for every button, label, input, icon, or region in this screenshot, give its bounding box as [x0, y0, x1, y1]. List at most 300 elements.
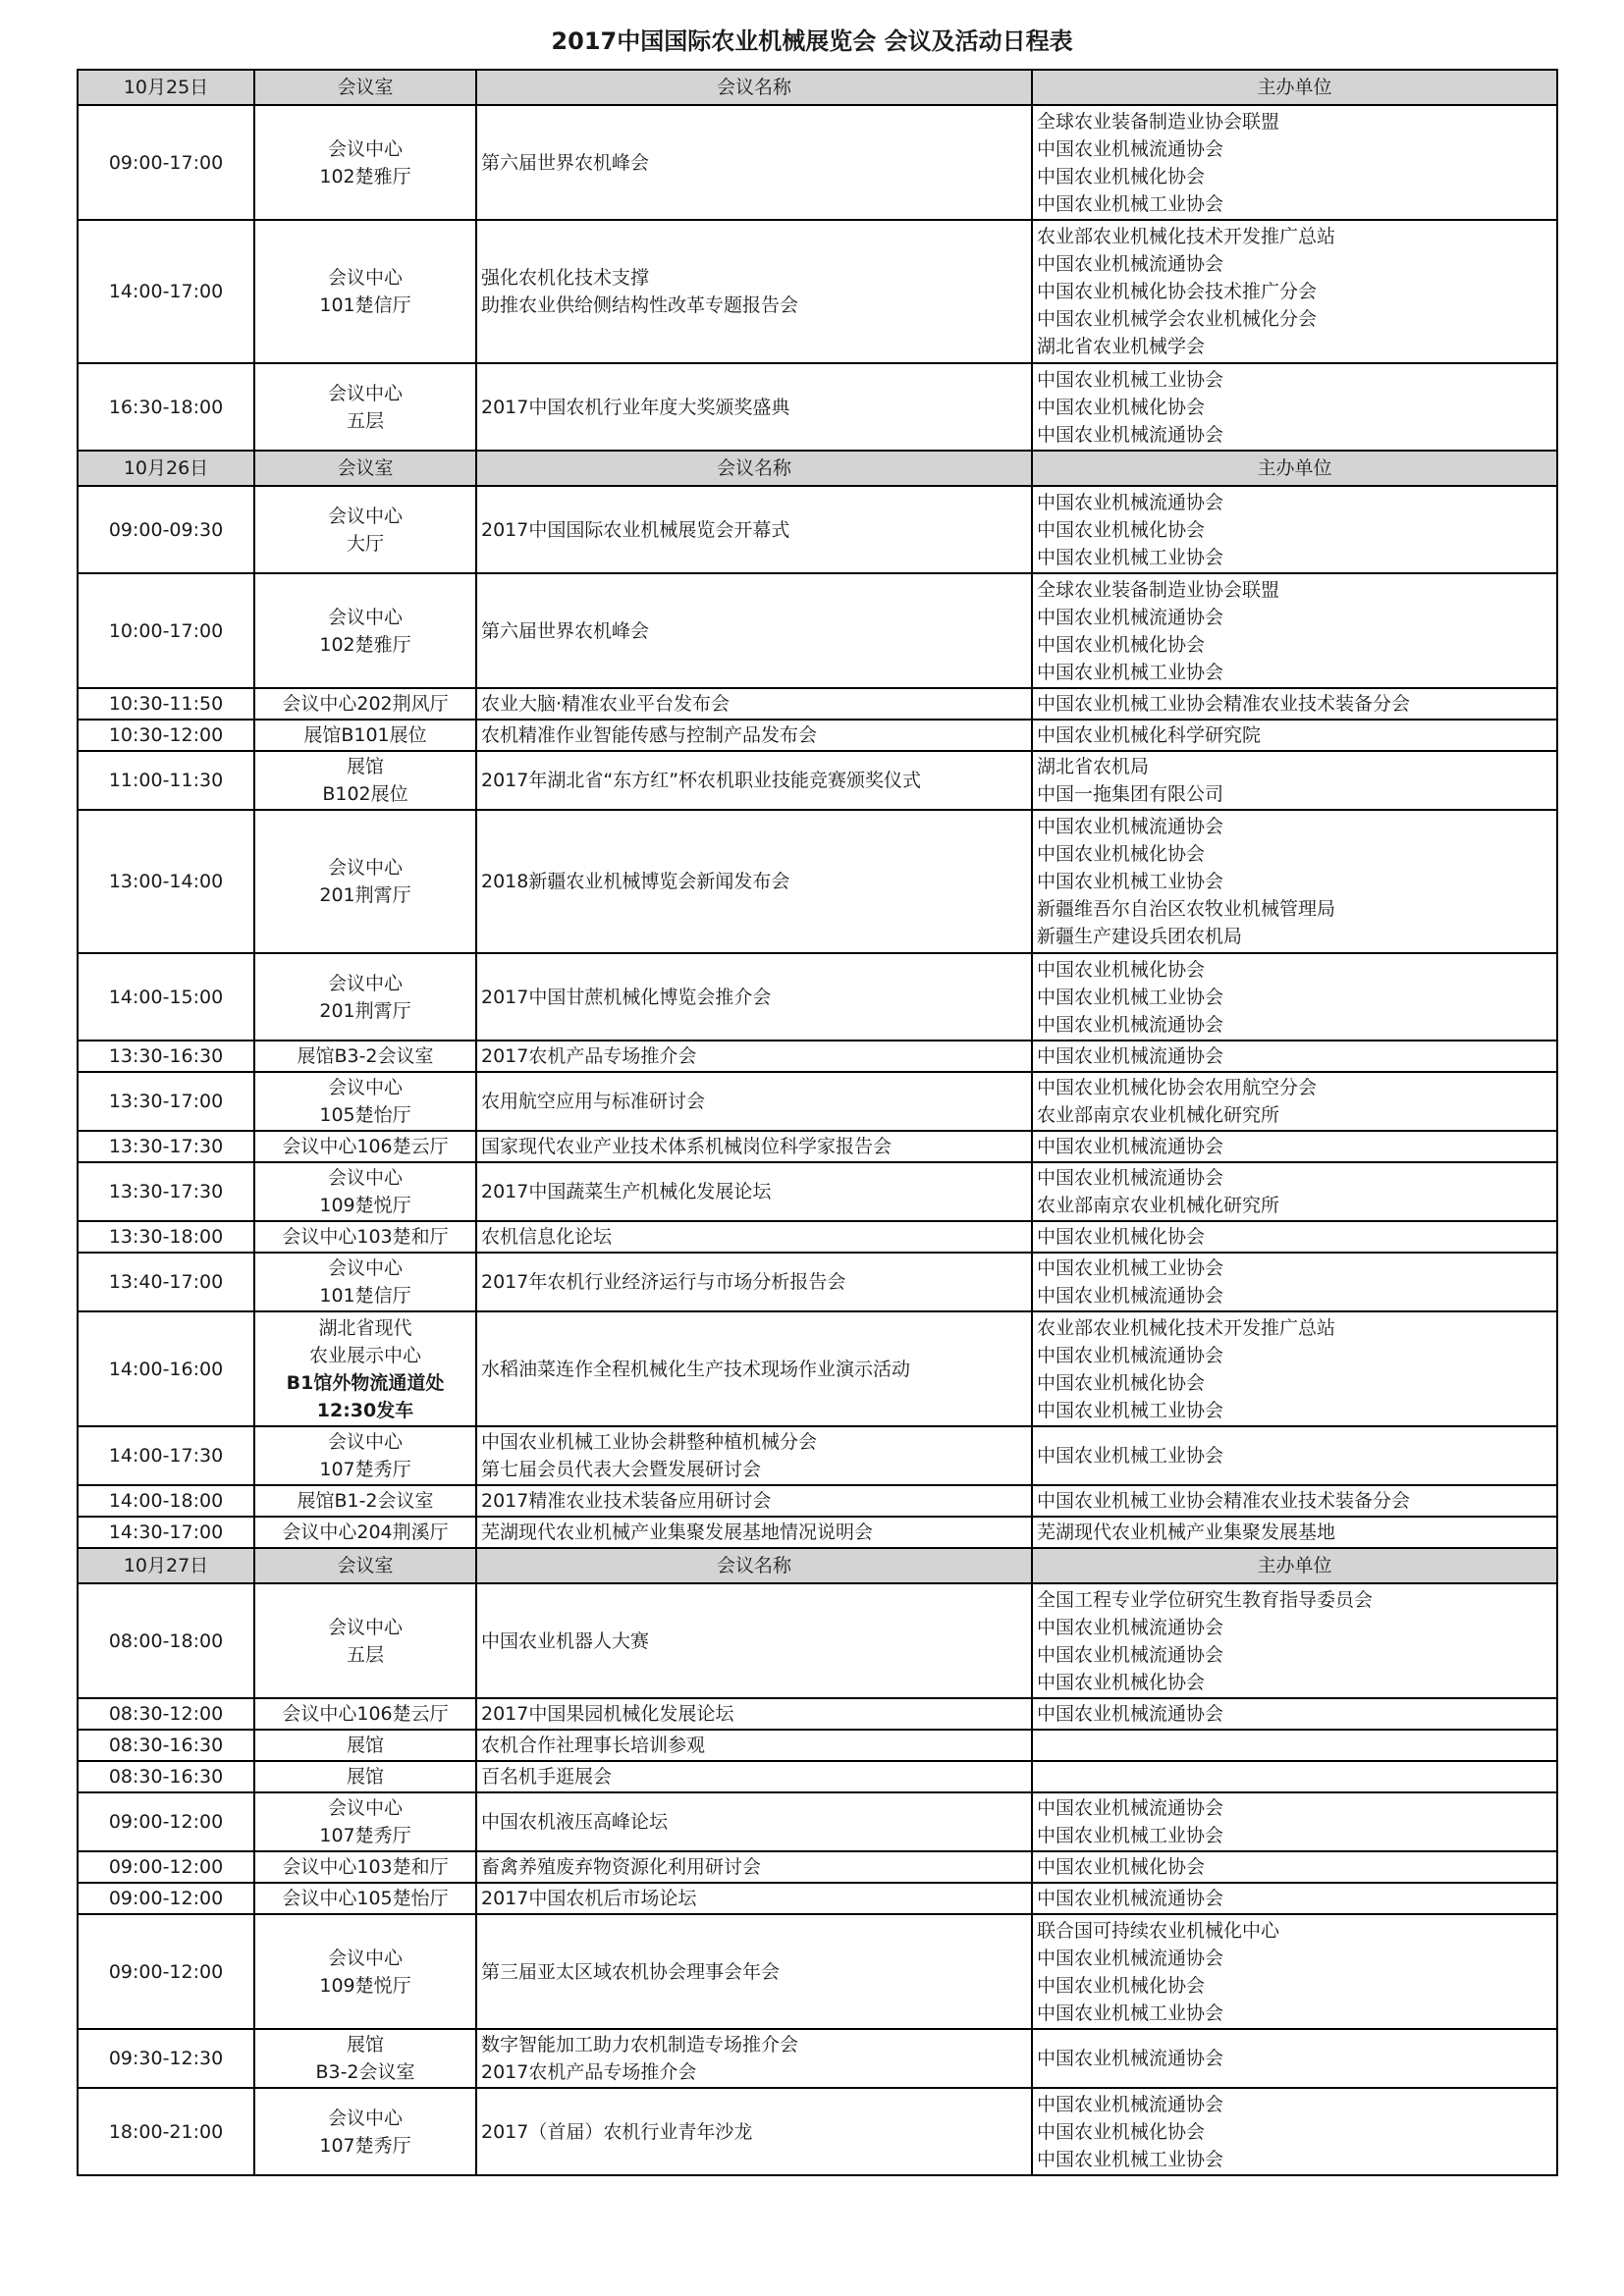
event-room-line: 102楚雅厅: [319, 633, 411, 656]
event-organizer: [1032, 1426, 1557, 1485]
event-room-line-bold: B1馆外物流通道处: [286, 1371, 445, 1394]
table-row: [78, 220, 1557, 363]
event-room-line: 107楚秀厅: [319, 1825, 411, 1846]
table-row: [78, 1426, 1557, 1485]
event-room-line: B102展位: [322, 783, 408, 805]
event-name-line: 2017精准农业技术装备应用研讨会: [481, 1490, 772, 1512]
event-name-line: 第六届世界农机峰会: [481, 151, 650, 174]
event-organizer: [1032, 105, 1557, 220]
event-time: [78, 688, 254, 720]
event-organizer: [1032, 810, 1557, 953]
table-row: [78, 1041, 1557, 1072]
day-header-row: [78, 1548, 1557, 1583]
event-name-line: 2017农机产品专场推介会: [481, 2061, 697, 2083]
event-room: [254, 1517, 476, 1548]
event-name-line: 百名机手逛展会: [481, 1766, 613, 1788]
event-room-line: 102楚雅厅: [319, 165, 411, 187]
table-row: [78, 105, 1557, 220]
event-organizer-line: 新疆生产建设兵团农机局: [1037, 926, 1243, 947]
event-organizer: [1032, 1485, 1557, 1517]
event-organizer: [1032, 1914, 1557, 2029]
event-name: [476, 1131, 1032, 1162]
event-organizer-line: 中国农业机械工业协会: [1037, 1399, 1224, 1421]
event-room: [254, 1131, 476, 1162]
event-room: [254, 1041, 476, 1072]
event-name-line: 国家现代农业产业技术体系机械岗位科学家报告会: [481, 1136, 893, 1157]
event-organizer-line: 中国农业机械工业协会: [1037, 1825, 1224, 1846]
event-time: [78, 1883, 254, 1914]
event-time: [78, 1311, 254, 1426]
event-room: [254, 363, 476, 451]
table-row: [78, 2029, 1557, 2088]
event-organizer-line: 中国农业机械化协会: [1037, 1371, 1206, 1394]
event-name: [476, 810, 1032, 953]
event-time-line: 14:00-16:00: [108, 1358, 224, 1380]
event-room-line: 会议中心: [327, 2107, 403, 2129]
event-room-line: 会议中心: [327, 1167, 403, 1189]
event-organizer-line: 中国农业机械流通协会: [1037, 1797, 1224, 1819]
event-room-line: 会议中心204荆溪厅: [282, 1522, 449, 1543]
event-name: [476, 1162, 1032, 1221]
event-organizer-line: 中国农业机械工业协会: [1037, 986, 1224, 1008]
event-room-line: 会议中心: [327, 1947, 403, 1969]
table-row: [78, 1072, 1557, 1131]
event-name: [476, 1883, 1032, 1914]
event-organizer-line: 中国农业机械化协会: [1037, 396, 1206, 418]
event-room-line: 展馆: [346, 2034, 384, 2056]
event-time: [78, 1221, 254, 1253]
event-name-line: 2017农机产品专场推介会: [481, 1045, 697, 1067]
table-row: [78, 1583, 1557, 1698]
event-time-line: 10:30-12:00: [108, 724, 224, 746]
table-row: [78, 1851, 1557, 1883]
event-organizer: [1032, 1583, 1557, 1698]
event-organizer-line: 中国农业机械化协会: [1037, 518, 1206, 541]
event-organizer: [1032, 220, 1557, 363]
event-name: [476, 688, 1032, 720]
event-time: [78, 1761, 254, 1792]
event-time: [78, 1162, 254, 1221]
event-time-line: 14:00-18:00: [108, 1490, 224, 1512]
event-room-line: 会议中心105楚怡厅: [282, 1888, 449, 1909]
event-organizer-line: 中国农业机械流通协会: [1037, 1285, 1224, 1307]
table-row: [78, 1131, 1557, 1162]
table-row: [78, 1311, 1557, 1426]
event-time-line: 09:00-12:00: [108, 1856, 224, 1878]
event-time-line: 08:30-16:30: [108, 1766, 224, 1788]
event-name-line: 2017中国蔬菜生产机械化发展论坛: [481, 1181, 772, 1202]
event-time-line: 13:30-17:30: [108, 1136, 224, 1157]
event-time: [78, 1583, 254, 1698]
event-name-line: 水稻油菜连作全程机械化生产技术现场作业演示活动: [481, 1358, 911, 1380]
event-room-line: 109楚悦厅: [319, 1195, 411, 1216]
event-room: [254, 486, 476, 573]
event-name-line: 芜湖现代农业机械产业集聚发展基地情况说明会: [481, 1522, 874, 1543]
event-organizer: [1032, 1698, 1557, 1730]
event-time: [78, 573, 254, 688]
event-name-line: 农机精准作业智能传感与控制产品发布会: [481, 724, 818, 746]
event-time: [78, 1698, 254, 1730]
event-room-line: 会议中心: [327, 382, 403, 404]
event-name-line: 2018新疆农业机械博览会新闻发布会: [481, 871, 790, 892]
event-room-line: 会议中心: [327, 972, 403, 994]
schedule-table: [77, 69, 1558, 2176]
event-name-line: 2017中国果园机械化发展论坛: [481, 1703, 734, 1725]
event-organizer: [1032, 573, 1557, 688]
event-time: [78, 1792, 254, 1851]
event-organizer-line: 中国农业机械化协会: [1037, 1974, 1206, 1997]
event-organizer-line: 中国农业机械化协会: [1037, 1671, 1206, 1693]
table-row: [78, 953, 1557, 1041]
event-organizer-line: 中国一拖集团有限公司: [1037, 783, 1224, 805]
event-organizer: [1032, 1761, 1557, 1792]
day-date: 10月27日: [78, 1548, 254, 1583]
event-name: [476, 1792, 1032, 1851]
event-time-line: 09:00-12:00: [108, 1888, 224, 1909]
event-organizer-line: 中国农业机械流通协会: [1037, 606, 1224, 628]
table-row: [78, 1730, 1557, 1761]
event-organizer: [1032, 1221, 1557, 1253]
table-row: [78, 1883, 1557, 1914]
event-room: [254, 220, 476, 363]
event-room-line: 会议中心202荆风厅: [282, 693, 449, 715]
event-room-line: 会议中心: [327, 1797, 403, 1819]
event-room-line: 105楚怡厅: [319, 1104, 411, 1126]
table-row: [78, 486, 1557, 573]
event-time-line: 10:00-17:00: [108, 619, 224, 642]
event-time-line: 11:00-11:30: [108, 770, 224, 791]
event-organizer-line: 全球农业装备制造业协会联盟: [1037, 578, 1280, 601]
table-row: [78, 363, 1557, 451]
event-room-line: 展馆B101展位: [303, 724, 427, 746]
event-time-line: 08:00-18:00: [108, 1629, 224, 1652]
event-organizer-line: 中国农业机械化协会: [1037, 1226, 1206, 1248]
event-organizer-line: 中国农业机械流通协会: [1037, 1703, 1224, 1725]
event-organizer-line: 中国农业机械工业协会: [1037, 1257, 1224, 1279]
event-name-line: 2017中国农机后市场论坛: [481, 1888, 697, 1909]
event-name-line: 第七届会员代表大会暨发展研讨会: [481, 1459, 762, 1480]
event-time-line: 14:00-17:30: [108, 1445, 224, 1467]
event-name: [476, 1041, 1032, 1072]
event-organizer: [1032, 1041, 1557, 1072]
header-room: 会议室: [254, 1548, 476, 1583]
event-room: [254, 1253, 476, 1311]
event-time: [78, 1072, 254, 1131]
event-room: [254, 1583, 476, 1698]
event-time: [78, 220, 254, 363]
day-header-row: [78, 451, 1557, 486]
header-name: 会议名称: [476, 1548, 1032, 1583]
header-org: 主办单位: [1032, 70, 1557, 105]
event-room-line: 会议中心: [327, 137, 403, 160]
event-room-line: 201荆霄厅: [319, 999, 411, 1022]
event-time: [78, 1914, 254, 2029]
day-header-row: [78, 70, 1557, 105]
event-organizer-line: 中国农业机械工业协会: [1037, 1445, 1224, 1467]
event-room: [254, 105, 476, 220]
event-organizer-line: 中国农业机械工业协会: [1037, 192, 1224, 215]
event-organizer-line: 湖北省农业机械学会: [1037, 336, 1206, 357]
event-organizer-line: 中国农业机械工业协会: [1037, 368, 1224, 391]
event-organizer: [1032, 1883, 1557, 1914]
event-room: [254, 1698, 476, 1730]
event-organizer-line: 中国农业机械流通协会: [1037, 491, 1224, 513]
event-room-line: 会议中心: [327, 267, 403, 289]
event-room-line: 109楚悦厅: [319, 1974, 411, 1997]
event-room-line: 五层: [346, 409, 384, 432]
event-organizer: [1032, 1517, 1557, 1548]
table-row: [78, 751, 1557, 810]
event-room: [254, 1162, 476, 1221]
event-name-line: 2017年农机行业经济运行与市场分析报告会: [481, 1271, 846, 1293]
event-organizer-line: 中国农业机械化协会: [1037, 843, 1206, 865]
event-organizer-line: 中国农业机械流通协会: [1037, 2093, 1224, 2115]
event-room-line-bold: 12:30发车: [316, 1399, 414, 1421]
event-room-line: 107楚秀厅: [319, 1459, 411, 1480]
event-time-line: 09:00-09:30: [108, 518, 224, 541]
event-time: [78, 751, 254, 810]
event-organizer-line: 中国农业机械化协会: [1037, 1856, 1206, 1878]
event-organizer-line: 中国农业机械流通协会: [1037, 1167, 1224, 1189]
event-time: [78, 1041, 254, 1072]
event-time-line: 09:00-17:00: [108, 151, 224, 174]
event-time: [78, 2029, 254, 2088]
event-room-line: 201荆霄厅: [319, 884, 411, 906]
event-name-line: 农用航空应用与标准研讨会: [481, 1091, 706, 1112]
event-room: [254, 2029, 476, 2088]
event-organizer-line: 中国农业机械化协会农用航空分会: [1037, 1077, 1318, 1098]
event-room-line: 101楚信厅: [319, 1285, 411, 1307]
event-time-line: 13:30-16:30: [108, 1045, 224, 1067]
event-organizer: [1032, 953, 1557, 1041]
event-time-line: 09:00-12:00: [108, 1811, 224, 1833]
event-room: [254, 1792, 476, 1851]
event-room-line: 会议中心106楚云厅: [282, 1136, 449, 1157]
event-organizer: [1032, 2029, 1557, 2088]
event-organizer-line: 农业部农业机械化技术开发推广总站: [1037, 226, 1336, 247]
table-row: [78, 2088, 1557, 2175]
event-organizer-line: 新疆维吾尔自治区农牧业机械管理局: [1037, 898, 1336, 920]
event-time-line: 13:00-14:00: [108, 871, 224, 892]
event-room: [254, 1761, 476, 1792]
event-room: [254, 720, 476, 751]
header-org: 主办单位: [1032, 1548, 1557, 1583]
table-row: [78, 1221, 1557, 1253]
event-room-line: 会议中心: [327, 505, 403, 527]
event-room-line: 五层: [346, 1643, 384, 1666]
event-organizer: [1032, 720, 1557, 751]
header-org: 主办单位: [1032, 451, 1557, 486]
event-organizer: [1032, 486, 1557, 573]
event-organizer: [1032, 751, 1557, 810]
table-row: [78, 1792, 1557, 1851]
event-time: [78, 1517, 254, 1548]
event-name-line: 中国农业机器人大赛: [481, 1629, 650, 1652]
event-organizer-line: 中国农业机械工业协会: [1037, 2002, 1224, 2024]
event-organizer-line: 中国农业机械化协会: [1037, 2120, 1206, 2143]
event-room: [254, 688, 476, 720]
event-name-line: 助推农业供给侧结构性改革专题报告会: [481, 294, 799, 316]
event-name: [476, 1253, 1032, 1311]
event-room-line: 湖北省现代: [318, 1316, 412, 1339]
event-name: [476, 1914, 1032, 2029]
event-name-line: 农业大脑·精准农业平台发布会: [481, 693, 731, 715]
table-row: [78, 688, 1557, 720]
event-organizer-line: 中国农业机械工业协会: [1037, 661, 1224, 683]
event-name-line: 中国农业机械工业协会耕整种植机械分会: [481, 1431, 818, 1453]
event-room-line: 展馆: [346, 756, 384, 777]
table-row: [78, 573, 1557, 688]
event-time-line: 08:30-12:00: [108, 1703, 224, 1725]
event-room: [254, 573, 476, 688]
event-room-line: 会议中心: [327, 1077, 403, 1098]
event-name-line: 2017中国农机行业年度大奖颁奖盛典: [481, 396, 790, 418]
event-room-line: 会议中心: [327, 857, 403, 879]
event-time: [78, 953, 254, 1041]
event-time: [78, 105, 254, 220]
event-organizer-line: 农业部农业机械化技术开发推广总站: [1037, 1316, 1336, 1339]
event-time-line: 13:30-18:00: [108, 1226, 224, 1248]
event-time-line: 18:00-21:00: [108, 2120, 224, 2143]
header-name: 会议名称: [476, 451, 1032, 486]
event-organizer-line: 中国农业机械流通协会: [1037, 1616, 1224, 1638]
event-organizer-line: 中国农业机械流通协会: [1037, 137, 1224, 160]
event-name-line: 数字智能加工助力农机制造专场推介会: [481, 2034, 799, 2056]
event-room: [254, 1730, 476, 1761]
event-organizer-line: 中国农业机械流通协会: [1037, 1045, 1224, 1067]
event-time: [78, 363, 254, 451]
event-room-line: 101楚信厅: [319, 294, 411, 316]
event-time: [78, 1730, 254, 1761]
event-organizer: [1032, 1730, 1557, 1761]
event-room-line: 展馆B1-2会议室: [297, 1490, 434, 1512]
page-title: 2017中国国际农业机械展览会 会议及活动日程表: [551, 27, 1073, 55]
day-date: 10月25日: [78, 70, 254, 105]
event-name: [476, 1072, 1032, 1131]
event-organizer-line: 中国农业机械流通协会: [1037, 423, 1224, 446]
event-room-line: 展馆: [346, 1735, 384, 1756]
event-time-line: 13:30-17:00: [108, 1091, 224, 1112]
event-name: [476, 363, 1032, 451]
event-name-line: 2017中国甘蔗机械化博览会推介会: [481, 986, 772, 1008]
event-organizer-line: 中国农业机械工业协会: [1037, 871, 1224, 892]
event-organizer-line: 全国工程专业学位研究生教育指导委员会: [1037, 1588, 1374, 1611]
event-name-line: 2017年湖北省“东方红”杯农机职业技能竞赛颁奖仪式: [481, 770, 922, 791]
event-name: [476, 2029, 1032, 2088]
event-organizer-line: 中国农业机械工业协会精准农业技术装备分会: [1037, 1490, 1411, 1512]
event-time-line: 16:30-18:00: [108, 396, 224, 418]
event-organizer: [1032, 1253, 1557, 1311]
event-time: [78, 1851, 254, 1883]
event-organizer: [1032, 363, 1557, 451]
event-room-line: 107楚秀厅: [319, 2134, 411, 2157]
event-time: [78, 720, 254, 751]
event-time: [78, 2088, 254, 2175]
event-room: [254, 1883, 476, 1914]
event-organizer-line: 全球农业装备制造业协会联盟: [1037, 110, 1280, 133]
header-room: 会议室: [254, 70, 476, 105]
event-time-line: 14:30-17:00: [108, 1522, 224, 1543]
event-room-line: 展馆: [346, 1766, 384, 1788]
event-name: [476, 1485, 1032, 1517]
event-room: [254, 2088, 476, 2175]
event-name: [476, 1517, 1032, 1548]
event-time-line: 13:30-17:30: [108, 1181, 224, 1202]
event-room: [254, 1851, 476, 1883]
event-time: [78, 1485, 254, 1517]
event-organizer: [1032, 1162, 1557, 1221]
table-row: [78, 1517, 1557, 1548]
event-organizer-line: 中国农业机械学会农业机械化分会: [1037, 308, 1318, 330]
event-organizer-line: 中国农业机械化科学研究院: [1037, 724, 1262, 746]
event-time: [78, 486, 254, 573]
event-organizer-line: 中国农业机械化协会: [1037, 958, 1206, 981]
event-organizer-line: 中国农业机械化协会: [1037, 165, 1206, 187]
event-room-line: 大厅: [346, 532, 384, 555]
event-organizer-line: 中国农业机械流通协会: [1037, 1888, 1224, 1909]
event-organizer-line: 中国农业机械流通协会: [1037, 1643, 1224, 1666]
event-room-line: B3-2会议室: [315, 2061, 415, 2083]
table-row: [78, 1253, 1557, 1311]
event-organizer-line: 中国农业机械工业协会: [1037, 546, 1224, 568]
event-room: [254, 810, 476, 953]
event-room: [254, 1426, 476, 1485]
event-organizer-line: 中国农业机械流通协会: [1037, 1136, 1224, 1157]
event-room-line: 会议中心106楚云厅: [282, 1703, 449, 1725]
event-time-line: 09:30-12:30: [108, 2048, 224, 2069]
header-name: 会议名称: [476, 70, 1032, 105]
event-name-line: 畜禽养殖废弃物资源化利用研讨会: [481, 1856, 762, 1878]
event-name: [476, 220, 1032, 363]
table-row: [78, 810, 1557, 953]
event-time: [78, 810, 254, 953]
event-room-line: 会议中心: [327, 1257, 403, 1279]
event-name-line: 中国农机液压高峰论坛: [481, 1811, 669, 1833]
event-organizer-line: 中国农业机械流通协会: [1037, 1947, 1224, 1969]
event-organizer-line: 中国农业机械流通协会: [1037, 1013, 1224, 1036]
event-room: [254, 1485, 476, 1517]
event-name-line: 第三届亚太区域农机协会理事会年会: [481, 1960, 781, 1983]
event-room: [254, 1311, 476, 1426]
event-organizer: [1032, 1792, 1557, 1851]
day-date: 10月26日: [78, 451, 254, 486]
event-name: [476, 1761, 1032, 1792]
table-row: [78, 720, 1557, 751]
event-organizer: [1032, 688, 1557, 720]
event-organizer: [1032, 1072, 1557, 1131]
event-name: [476, 1698, 1032, 1730]
event-name: [476, 1583, 1032, 1698]
event-organizer-line: 农业部南京农业机械化研究所: [1037, 1195, 1280, 1216]
event-name: [476, 2088, 1032, 2175]
event-organizer-line: 中国农业机械化协会: [1037, 633, 1206, 656]
event-organizer: [1032, 1131, 1557, 1162]
event-room-line: 会议中心103楚和厅: [282, 1856, 449, 1878]
event-time: [78, 1131, 254, 1162]
event-name: [476, 1730, 1032, 1761]
event-time-line: 14:00-15:00: [108, 986, 224, 1008]
event-room: [254, 1914, 476, 2029]
event-organizer-line: 联合国可持续农业机械化中心: [1037, 1919, 1280, 1942]
event-organizer-line: 中国农业机械化协会技术推广分会: [1037, 281, 1318, 302]
event-room: [254, 751, 476, 810]
event-time: [78, 1426, 254, 1485]
event-organizer-line: 中国农业机械流通协会: [1037, 1344, 1224, 1366]
event-organizer-line: 中国农业机械流通协会: [1037, 816, 1224, 837]
event-organizer-line: 芜湖现代农业机械产业集聚发展基地: [1037, 1522, 1336, 1543]
event-room: [254, 1072, 476, 1131]
event-name: [476, 1851, 1032, 1883]
